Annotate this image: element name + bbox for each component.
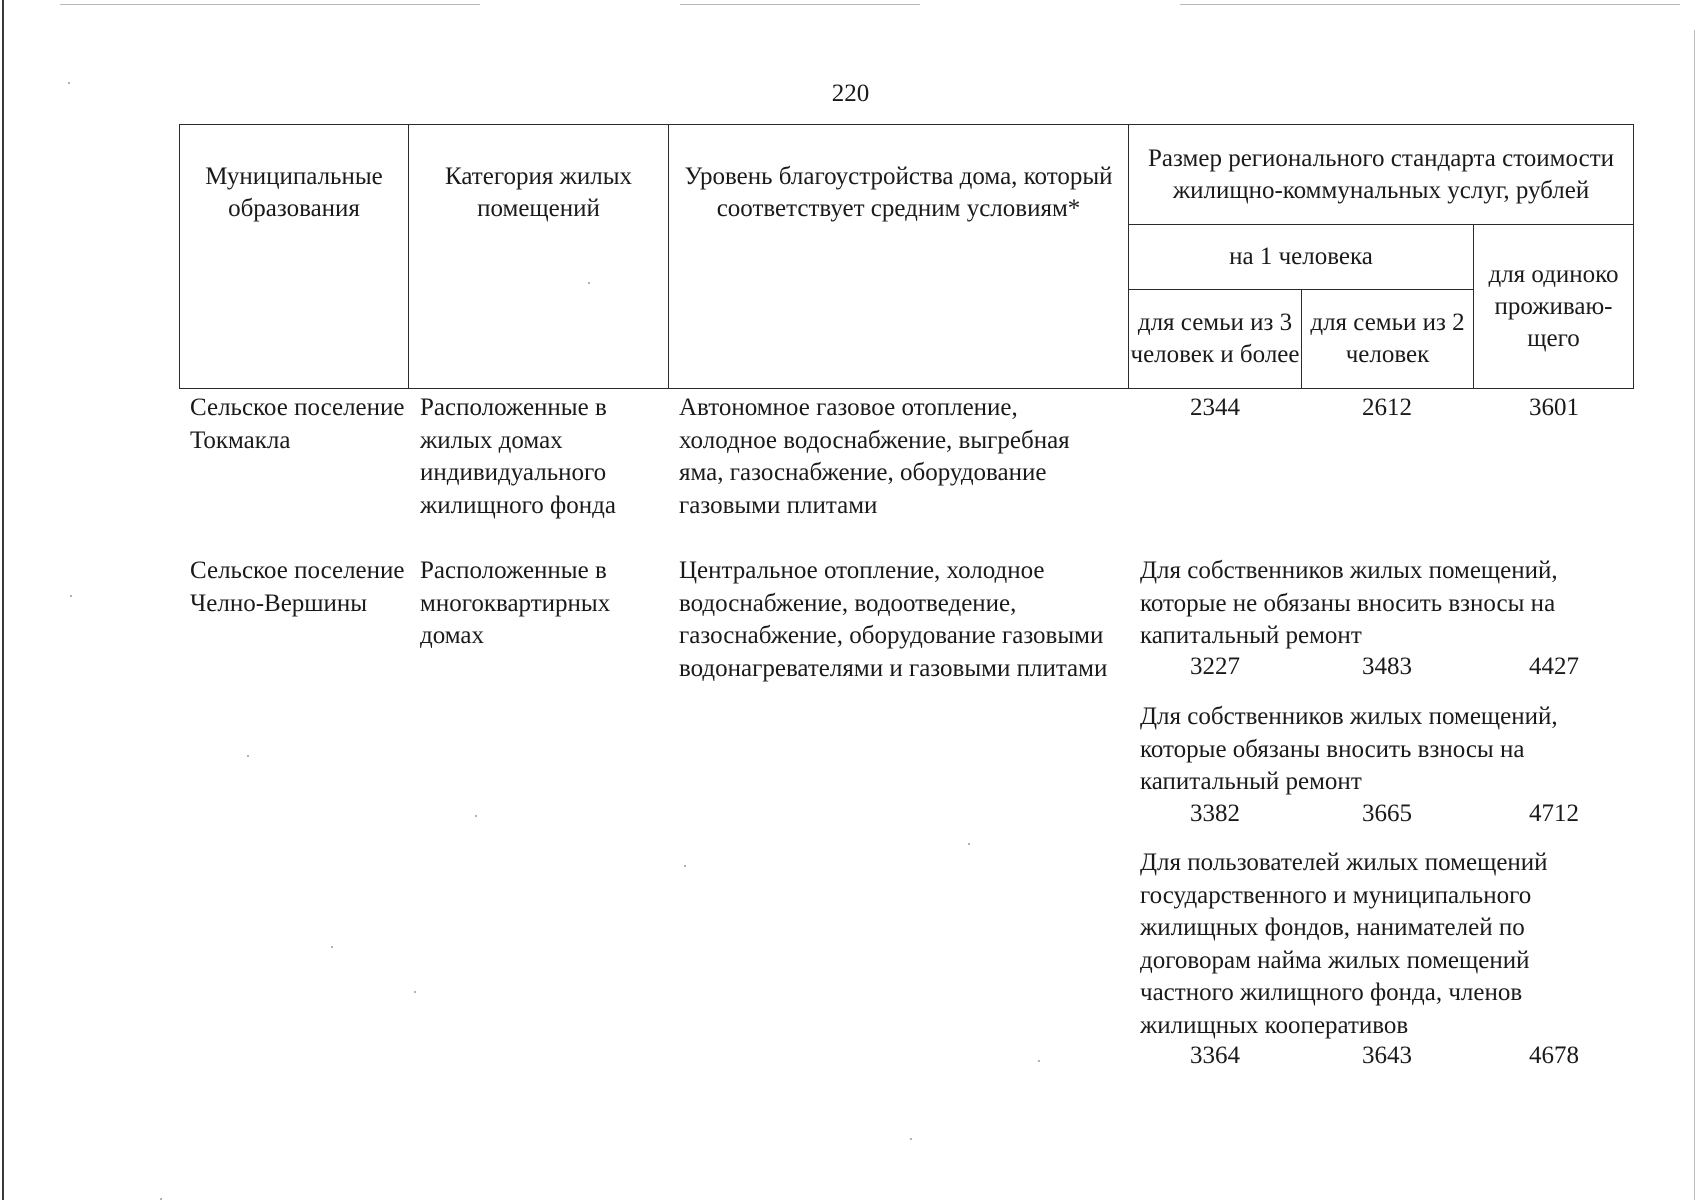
- scan-speck: [68, 82, 70, 84]
- header-per-person: на 1 человека: [1129, 225, 1474, 290]
- scan-speck: [684, 865, 686, 867]
- header-single: для одиноко проживаю-щего: [1474, 225, 1634, 389]
- scan-speck: [331, 946, 333, 948]
- header-municipal: Муниципальные образования: [180, 125, 409, 389]
- row1-level: Автономное газовое отопление, холодное водоснабжение, выгребная яма, газоснабжение, оборудование газовыми плитами: [679, 394, 1070, 519]
- scan-top-line: [680, 4, 920, 5]
- header-standard: Размер регионального стандарта стоимости жилищно-коммунальных услуг, рублей: [1129, 125, 1634, 225]
- row2-group2-value-family2: 3665: [1362, 800, 1412, 827]
- row2-group1-value-single: 4427: [1529, 653, 1579, 680]
- scan-speck: [968, 843, 970, 845]
- scan-speck: [414, 991, 416, 993]
- scan-speck: [1038, 1060, 1040, 1062]
- header-level: Уровень благоустройства дома, который соответствует средним условиям*: [669, 125, 1129, 389]
- scan-top-line: [60, 4, 480, 5]
- row2-group1-note: Для собственников жилых помещений, которые не обязаны вносить взносы на капитальный ремонт: [1140, 557, 1558, 650]
- standards-table-header: [179, 124, 1634, 389]
- row2-group1-value-family3: 3227: [1190, 653, 1240, 680]
- row2-municipal: Сельское поселение Челно-Вершины: [190, 557, 405, 617]
- scan-speck: [70, 595, 72, 597]
- scan-speck: [247, 755, 249, 757]
- row2-group2-value-single: 4712: [1529, 800, 1579, 827]
- scan-speck: [588, 282, 590, 284]
- scan-speck: [910, 1138, 912, 1140]
- row1-municipal: Сельское поселение Токмакла: [190, 394, 405, 454]
- row2-group1-value-family2: 3483: [1362, 653, 1412, 680]
- scan-left-edge: [2, 0, 4, 1200]
- row2-group3-value-family3: 3364: [1190, 1042, 1240, 1069]
- row1-value-single: 3601: [1529, 394, 1579, 421]
- header-family3: для семьи из 3 человек и более: [1129, 290, 1302, 389]
- row2-group2-note: Для собственников жилых помещений, которые обязаны вносить взносы на капитальный ремонт: [1140, 703, 1558, 796]
- row2-group3-value-family2: 3643: [1362, 1042, 1412, 1069]
- row1-value-family3: 2344: [1190, 394, 1240, 421]
- header-family2: для семьи из 2 человек: [1302, 290, 1474, 389]
- scan-right-edge: [1694, 30, 1695, 1200]
- row2-level: Центральное отопление, холодное водоснабжение, водоотведение, газоснабжение, оборудование газовыми водонагревателями и газовыми плитами: [679, 557, 1108, 682]
- page-number: 220: [831, 80, 870, 107]
- header-category: Категория жилых помещений: [409, 125, 669, 389]
- row2-group3-note: Для пользователей жилых помещений государственного и муниципального жилищных фондов, нанимателей по договорам найма жилых помещений частного жилищного фонда, членов жилищных кооперативов: [1140, 849, 1548, 1039]
- scan-top-line: [1180, 4, 1680, 5]
- row2-group2-value-family3: 3382: [1190, 800, 1240, 827]
- row2-group3-value-single: 4678: [1529, 1042, 1579, 1069]
- row2-category: Расположенные в многоквартирных домах: [420, 557, 611, 650]
- scan-speck: [475, 815, 477, 817]
- row1-category: Расположенные в жилых домах индивидуального жилищного фонда: [420, 394, 616, 519]
- row1-value-family2: 2612: [1362, 394, 1412, 421]
